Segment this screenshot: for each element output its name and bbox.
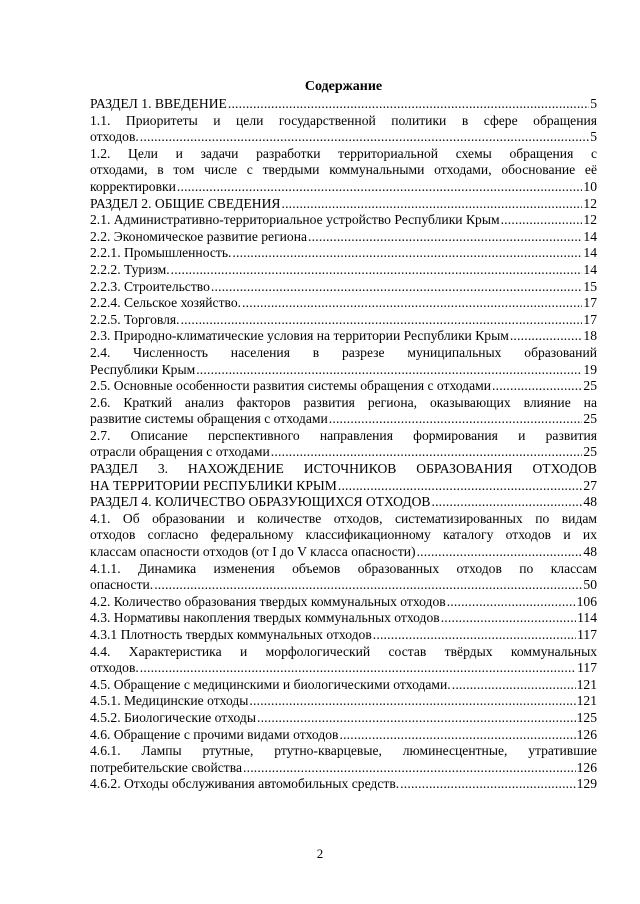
toc-dot-leader <box>373 627 576 644</box>
toc-entry[interactable] <box>90 229 597 246</box>
toc-entry-title: отходов. <box>90 660 139 676</box>
toc-entry-title: классам опасности отходов (от I до V класса опасности) <box>90 544 416 560</box>
toc-entry-row <box>90 478 597 495</box>
toc-entry-page-number: 25 <box>583 378 597 394</box>
toc-dot-leader <box>154 577 582 594</box>
toc-entry[interactable] <box>90 561 597 594</box>
toc-entry-row <box>90 577 597 594</box>
toc-entry-page-number: 129 <box>576 776 597 792</box>
toc-entry[interactable] <box>90 627 597 644</box>
toc-entry-page-number: 126 <box>576 726 597 742</box>
toc-entry[interactable] <box>90 693 597 710</box>
toc-entry-page-number: 10 <box>583 178 597 194</box>
toc-dot-leader <box>308 229 582 246</box>
toc-dot-leader <box>177 179 583 196</box>
toc-entry-title: 2.3. Природно-климатические условия на территории Республики Крым <box>90 328 509 344</box>
toc-dot-leader <box>257 710 576 727</box>
toc-dot-leader <box>329 411 583 428</box>
toc-entry-title: РАЗДЕЛ 4. КОЛИЧЕСТВО ОБРАЗУЮЩИХСЯ ОТХОДОВ <box>90 494 431 510</box>
toc-entry[interactable] <box>90 345 597 378</box>
toc-entry-page-number: 50 <box>583 577 597 593</box>
toc-entry-row <box>90 279 597 296</box>
toc-entry-page-number: 27 <box>583 477 597 493</box>
toc-entry-text-line: 1.2. Цели и задачи разработки территориальной схемы обращения с <box>90 145 597 161</box>
document-page <box>90 78 597 793</box>
toc-dot-leader <box>447 594 576 611</box>
toc-entry[interactable] <box>90 245 597 262</box>
toc-entry-title: 4.5.1. Медицинские отходы <box>90 693 249 709</box>
toc-entry-row <box>90 262 597 279</box>
toc-entry[interactable] <box>90 328 597 345</box>
toc-entry-row <box>90 727 597 744</box>
toc-entry-row <box>90 212 597 229</box>
toc-entry-text-line: 2.7. Описание перспективного направления формирования и развития <box>90 427 597 443</box>
toc-dot-leader <box>417 544 583 561</box>
toc-entry[interactable] <box>90 96 597 113</box>
toc-entry-page-number: 106 <box>576 593 597 609</box>
toc-dot-leader <box>441 610 576 627</box>
toc-entry-page-number: 12 <box>583 195 597 211</box>
toc-entry[interactable] <box>90 196 597 213</box>
toc-entry[interactable] <box>90 594 597 611</box>
toc-entry-title: опасности. <box>90 577 154 593</box>
toc-entry[interactable] <box>90 113 597 146</box>
toc-entry-title: 2.5. Основные особенности развития системы обращения с отходами <box>90 378 491 394</box>
toc-entry-text-line: 4.4. Характеристика и морфологический состав твёрдых коммунальных <box>90 643 597 659</box>
toc-dot-leader <box>501 212 583 229</box>
toc-dot-leader <box>196 362 582 379</box>
toc-entry-page-number: 17 <box>583 311 597 327</box>
toc-entry[interactable] <box>90 461 597 494</box>
toc-entry-text-line: 1.1. Приоритеты и цели государственной политики в сфере обращения <box>90 112 597 128</box>
toc-entry[interactable] <box>90 312 597 329</box>
toc-entry-title: 2.2.1. Промышленность. <box>90 245 232 261</box>
toc-entry-title: 2.2. Экономическое развитие региона <box>90 228 308 244</box>
toc-entry-row <box>90 693 597 710</box>
toc-entry-text-line: РАЗДЕЛ 3. НАХОЖДЕНИЕ ИСТОЧНИКОВ ОБРАЗОВАНИЯ ОТХОДОВ <box>90 461 597 477</box>
toc-entry-text-line: отходами, в том числе с твердыми коммунальными отходами, обоснование её <box>90 162 597 178</box>
page-number: 2 <box>316 846 324 861</box>
toc-entry-title: НА ТЕРРИТОРИИ РЕСПУБЛИКИ КРЫМ <box>90 477 337 493</box>
toc-entry[interactable] <box>90 146 597 196</box>
toc-entry[interactable] <box>90 212 597 229</box>
toc-entry[interactable] <box>90 279 597 296</box>
toc-dot-leader <box>338 478 583 495</box>
toc-entry-page-number: 12 <box>583 212 597 228</box>
toc-entry-page-number: 121 <box>576 693 597 709</box>
toc-entry-row <box>90 411 597 428</box>
toc-entry-title: 4.5.2. Биологические отходы <box>90 709 256 725</box>
toc-entry-row <box>90 362 597 379</box>
toc-entry-page-number: 14 <box>583 245 597 261</box>
toc-entry-row <box>90 594 597 611</box>
toc-entry[interactable] <box>90 262 597 279</box>
toc-entry[interactable] <box>90 511 597 561</box>
toc-dot-leader <box>510 328 583 345</box>
toc-entry-page-number: 121 <box>576 676 597 692</box>
toc-entry-row <box>90 627 597 644</box>
toc-entry-row <box>90 96 597 113</box>
toc-entry-page-number: 14 <box>583 228 597 244</box>
toc-entry-page-number: 19 <box>583 361 597 377</box>
toc-dot-leader <box>492 378 582 395</box>
toc-entry-text-line: 2.4. Численность населения в разрезе муниципальных образований <box>90 344 597 360</box>
toc-entry-row <box>90 378 597 395</box>
toc-entry-title: 2.2.5. Торговля. <box>90 311 180 327</box>
toc-entry[interactable] <box>90 710 597 727</box>
toc-entry-page-number: 126 <box>576 759 597 775</box>
toc-entry[interactable] <box>90 395 597 428</box>
toc-entry-page-number: 117 <box>577 660 597 676</box>
toc-entry[interactable] <box>90 727 597 744</box>
toc-entry-page-number: 125 <box>576 709 597 725</box>
toc-entry-title: 4.2. Количество образования твердых коммунальных отходов <box>90 593 446 609</box>
toc-dot-leader <box>140 129 589 146</box>
toc-dot-leader <box>271 444 583 461</box>
toc-entry-title: Республики Крым <box>90 361 196 377</box>
toc-dot-leader <box>181 312 583 329</box>
toc-entry-row <box>90 710 597 727</box>
toc-entry-page-number: 15 <box>583 278 597 294</box>
toc-entry-title: корректировки <box>90 178 176 194</box>
toc-dot-leader <box>452 677 576 694</box>
toc-entry[interactable] <box>90 494 597 511</box>
toc-entry[interactable] <box>90 610 597 627</box>
toc-dot-leader <box>171 262 583 279</box>
toc-entry-title: отрасли обращения с отходами <box>90 444 270 460</box>
toc-entry-page-number: 48 <box>583 544 597 560</box>
toc-entry-title: 4.6. Обращение с прочими видами отходов <box>90 726 339 742</box>
toc-entry[interactable] <box>90 776 597 793</box>
toc-dot-leader <box>249 693 575 710</box>
toc-entry-title: 2.2.2. Туризм. <box>90 261 170 277</box>
toc-entry-page-number: 17 <box>583 295 597 311</box>
toc-entry-text-line: 4.1.1. Динамика изменения объемов образованных отходов по классам <box>90 560 597 576</box>
toc-entry[interactable] <box>90 295 597 312</box>
toc-entry-row <box>90 312 597 329</box>
toc-entry[interactable] <box>90 378 597 395</box>
toc-dot-leader <box>140 660 576 677</box>
toc-entry-page-number: 48 <box>583 494 597 510</box>
toc-entry-title: РАЗДЕЛ 1. ВВЕДЕНИЕ <box>90 96 227 111</box>
toc-dot-leader <box>232 245 582 262</box>
toc-entry-row <box>90 776 597 793</box>
toc-dot-leader <box>281 196 582 213</box>
toc-entry-page-number: 5 <box>590 96 597 111</box>
toc-entry-row <box>90 245 597 262</box>
toc-entry-row <box>90 494 597 511</box>
toc-dot-leader <box>400 776 575 793</box>
toc-entry-page-number: 114 <box>577 610 597 626</box>
toc-entry-row <box>90 677 597 694</box>
toc-entry-title: 2.1. Административно-территориальное устройство Республики Крым <box>90 212 500 228</box>
toc-entry-text-line: 4.6.1. Лампы ртутные, ртутно-кварцевые, люминесцентные, утратившие <box>90 743 597 759</box>
toc-entry-title: 4.5. Обращение с медицинскими и биологическими отходами. <box>90 676 451 692</box>
toc-entry-page-number: 14 <box>583 261 597 277</box>
toc-entry-row <box>90 129 597 146</box>
toc-entry-title: отходов. <box>90 129 139 145</box>
toc-title: Содержание <box>304 79 383 94</box>
toc-entry-row <box>90 328 597 345</box>
toc-entry-title: потребительские свойства <box>90 759 243 775</box>
toc-dot-leader <box>431 494 582 511</box>
toc-dot-leader <box>243 760 576 777</box>
toc-entry[interactable] <box>90 677 597 694</box>
toc-entry-text-line: 4.1. Об образовании и количестве отходов, систематизированных по видам <box>90 510 597 526</box>
toc-entry-row <box>90 660 597 677</box>
toc-entry-title: 4.3.1 Плотность твердых коммунальных отходов <box>90 627 372 642</box>
toc-entry-title: 2.2.3. Строительство <box>90 278 210 294</box>
toc-entry-page-number: 117 <box>577 627 597 642</box>
toc-entry-page-number: 5 <box>590 129 597 145</box>
toc-entry-title: развитие системы обращения с отходами <box>90 411 328 427</box>
toc-entry[interactable] <box>90 644 597 677</box>
toc-entry-title: 4.6.2. Отходы обслуживания автомобильных средств. <box>90 776 400 792</box>
toc-entry-page-number: 25 <box>583 411 597 427</box>
toc-entry[interactable] <box>90 743 597 776</box>
toc-entry-title: 4.3. Нормативы накопления твердых коммунальных отходов <box>90 610 440 626</box>
toc-dot-leader <box>339 727 575 744</box>
toc-entry-text-line: отходов согласно федеральному классификационному каталогу отходов и их <box>90 527 597 543</box>
toc-entry-row <box>90 179 597 196</box>
toc-entry-title: РАЗДЕЛ 2. ОБЩИЕ СВЕДЕНИЯ <box>90 195 281 211</box>
toc-entry-row <box>90 760 597 777</box>
toc-dot-leader <box>211 279 583 296</box>
table-of-contents <box>90 96 597 793</box>
toc-entry-row <box>90 295 597 312</box>
toc-entry-page-number: 18 <box>583 328 597 344</box>
toc-entry-row <box>90 544 597 561</box>
toc-entry-row <box>90 610 597 627</box>
toc-dot-leader <box>228 96 589 113</box>
toc-entry-page-number: 25 <box>583 444 597 460</box>
toc-entry[interactable] <box>90 428 597 461</box>
toc-entry-title: 2.2.4. Сельское хозяйство. <box>90 295 242 311</box>
toc-entry-row <box>90 196 597 213</box>
toc-entry-row <box>90 229 597 246</box>
toc-entry-text-line: 2.6. Краткий анализ факторов развития региона, оказывающих влияние на <box>90 394 597 410</box>
toc-entry-row <box>90 444 597 461</box>
toc-dot-leader <box>242 295 582 312</box>
